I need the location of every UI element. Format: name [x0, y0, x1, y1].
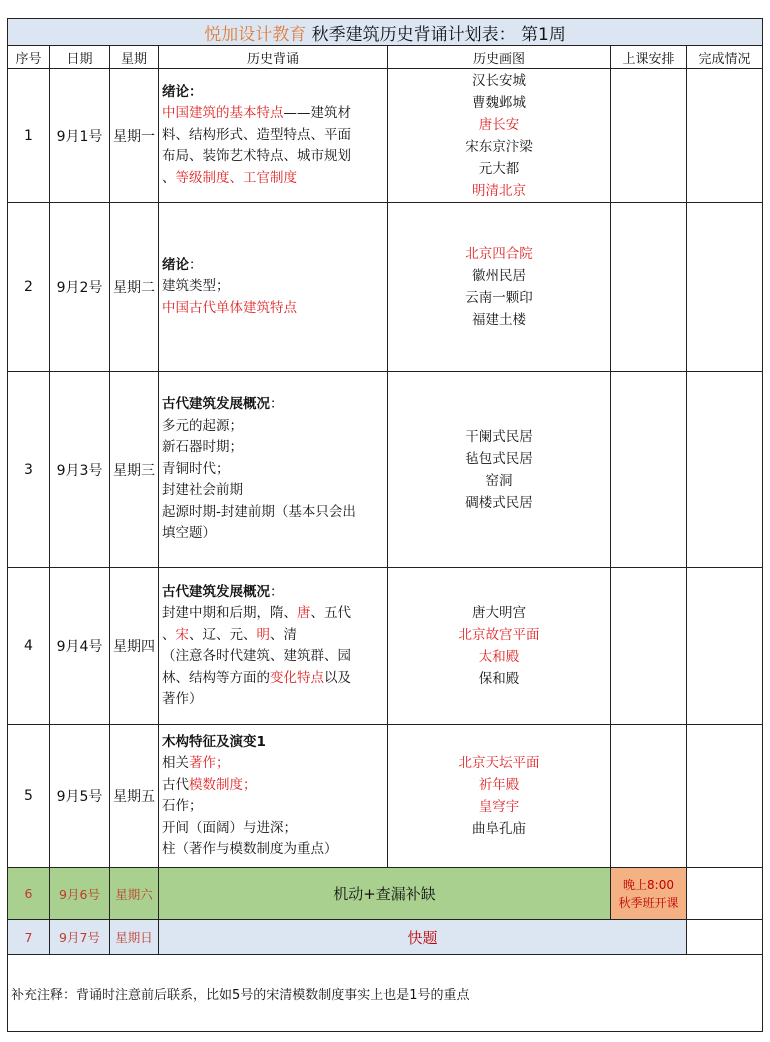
class-cell [611, 725, 687, 868]
row-num: 6 [8, 868, 50, 920]
history-text: 相关 [162, 755, 189, 771]
row-day: 星期四 [110, 568, 159, 725]
row-day: 星期二 [110, 203, 159, 372]
drawing-item: 福建土楼 [472, 312, 526, 328]
title-main: 秋季建筑历史背诵计划表： 第1周 [306, 24, 566, 45]
highlight-text: 等级制度、工官制度 [175, 169, 297, 186]
highlight-text: 中国建筑的基本特点 [162, 105, 284, 122]
history-text: 开间（面阔）与进深； [162, 819, 297, 836]
status-cell [687, 568, 763, 725]
drawing-item: 北京四合院 [465, 246, 533, 262]
history-cell [159, 725, 388, 868]
title-brand: 悦加设计教育 [204, 24, 307, 45]
status-cell [687, 725, 763, 868]
history-text: 封建中期和后期，隋、 [162, 605, 297, 621]
history-text: ： [270, 396, 284, 413]
history-text: 多元的起源； [162, 417, 243, 434]
history-cell [159, 372, 388, 568]
history-text: 、五代 [310, 605, 351, 621]
row-num: 5 [8, 725, 50, 868]
section-heading: 古代建筑发展概况 [162, 583, 270, 600]
highlight-text: 中国古代单体建筑特点 [162, 299, 297, 316]
history-line [162, 276, 384, 298]
history-line [162, 818, 384, 840]
history-text: 、清 [270, 626, 297, 643]
class-cell [611, 69, 687, 203]
class-cell [611, 372, 687, 568]
drawing-cell [388, 69, 611, 203]
drawing-item: 毡包式民居 [465, 450, 533, 467]
history-text: 布局、装饰艺术特点、城市规划 [162, 148, 351, 165]
history-text: 料、结构形式、造型特点、平面 [162, 126, 351, 143]
history-line [162, 603, 384, 625]
history-line [162, 168, 384, 190]
class-cell [611, 568, 687, 725]
row-date: 9月7号 [50, 920, 110, 955]
drawing-item: 北京故宫平面 [458, 627, 540, 643]
drawing-item: 干阑式民居 [465, 428, 533, 445]
table-row-flex-day [8, 868, 763, 920]
drawing-item: 窑洞 [485, 472, 513, 489]
section-heading: 木构特征及演变1 [162, 733, 266, 750]
study-plan-table [7, 18, 763, 1032]
status-cell [687, 868, 763, 920]
status-cell [687, 69, 763, 203]
drawing-item: 汉长安城 [472, 72, 526, 89]
row-date: 9月2号 [50, 203, 110, 372]
table-row-sketch-day [8, 920, 763, 955]
history-cell [159, 203, 388, 372]
row-day: 星期六 [110, 868, 159, 920]
drawing-item: 祈年殿 [478, 777, 520, 793]
history-line [162, 668, 384, 690]
row-day: 星期日 [110, 920, 159, 955]
drawing-item: 曹魏邺城 [472, 94, 526, 111]
drawing-item: 唐长安 [478, 116, 520, 133]
row-date: 9月1号 [50, 69, 110, 203]
history-text: 填空题） [162, 525, 216, 542]
history-text: ： [270, 583, 284, 600]
history-line [162, 437, 384, 459]
row-date: 9月6号 [50, 868, 110, 920]
highlight-text: 变化特点 [270, 669, 324, 686]
history-line [162, 582, 384, 604]
drawing-cell [388, 568, 611, 725]
table-title [8, 19, 763, 46]
history-text: ——建筑材 [283, 105, 351, 122]
status-cell [687, 920, 763, 955]
header-cell-num: 序号 [8, 46, 50, 69]
history-line [162, 480, 384, 502]
header-cell-day: 星期 [110, 46, 159, 69]
drawing-item: 明清北京 [472, 182, 526, 199]
history-text: 、辽、元、 [189, 626, 257, 643]
history-line [162, 646, 384, 668]
history-line [162, 689, 384, 711]
history-line [162, 255, 384, 277]
footnote: 补充注释：背诵时注意前后联系，比如5号的宋清模数制度事实上也是1号的重点 [8, 955, 763, 1032]
class-schedule-cell [611, 868, 687, 920]
history-text: 石作； [162, 798, 203, 814]
history-text: 柱（著作与模数制度为重点） [162, 841, 338, 857]
history-line [162, 839, 384, 861]
drawing-item: 云南一颗印 [465, 290, 533, 306]
history-line [162, 732, 384, 754]
history-text: 青铜时代； [162, 460, 230, 477]
header-cell-history: 历史背诵 [159, 46, 388, 69]
history-line [162, 103, 384, 125]
drawing-cell [388, 372, 611, 568]
highlight-text: 宋 [175, 626, 189, 643]
drawing-item: 徽州民居 [472, 268, 526, 284]
table-row [8, 568, 763, 725]
history-text: 、 [162, 169, 176, 186]
class-start: 秋季班开课 [618, 895, 679, 910]
header-cell-status: 完成情况 [687, 46, 763, 69]
row-num: 2 [8, 203, 50, 372]
status-cell [687, 372, 763, 568]
section-heading: 绪论： [162, 83, 203, 100]
drawing-item: 太和殿 [478, 649, 520, 665]
drawing-cell [388, 203, 611, 372]
table-row [8, 203, 763, 372]
drawing-item: 唐大明宫 [472, 605, 526, 621]
history-line [162, 298, 384, 320]
history-line [162, 523, 384, 545]
header-cell-date: 日期 [50, 46, 110, 69]
highlight-text: 唐 [297, 605, 311, 621]
history-cell [159, 69, 388, 203]
history-text: 著作） [162, 691, 203, 707]
drawing-cell [388, 725, 611, 868]
history-line [162, 125, 384, 147]
history-text: 起源时期-封建前期（基本只会出 [162, 503, 356, 520]
row-num: 3 [8, 372, 50, 568]
header-cell-drawing: 历史画图 [388, 46, 611, 69]
history-line [162, 625, 384, 647]
row-num: 4 [8, 568, 50, 725]
note-row [8, 955, 763, 1032]
history-line [162, 753, 384, 775]
history-line [162, 775, 384, 797]
history-text: 古代 [162, 776, 189, 793]
history-line [162, 82, 384, 104]
drawing-item: 皇穹宇 [478, 799, 520, 815]
table-row [8, 725, 763, 868]
drawing-item: 保和殿 [478, 671, 520, 687]
history-line [162, 502, 384, 524]
table-row [8, 372, 763, 568]
header-row [8, 46, 763, 69]
merged-task-cell: 快题 [159, 920, 687, 955]
header-cell-class: 上课安排 [611, 46, 687, 69]
merged-task-cell: 机动+查漏补缺 [159, 868, 611, 920]
highlight-text: 著作； [189, 755, 230, 771]
section-heading: 古代建筑发展概况 [162, 396, 270, 413]
history-text: ： [189, 256, 203, 273]
row-num: 7 [8, 920, 50, 955]
drawing-item: 元大都 [478, 160, 520, 177]
drawing-item: 曲阜孔庙 [472, 821, 526, 837]
row-day: 星期一 [110, 69, 159, 203]
section-heading: 绪论 [162, 256, 189, 273]
history-cell [159, 568, 388, 725]
history-text: 林、结构等方面的 [162, 669, 270, 686]
class-time: 晚上8:00 [623, 877, 674, 892]
row-day: 星期三 [110, 372, 159, 568]
table-row [8, 69, 763, 203]
history-line [162, 394, 384, 416]
history-text: （注意各时代建筑、建筑群、园 [162, 648, 351, 664]
history-line [162, 416, 384, 438]
drawing-item: 碉楼式民居 [465, 494, 533, 511]
drawing-item: 北京天坛平面 [458, 755, 540, 771]
drawing-item: 宋东京汴梁 [465, 138, 533, 155]
history-text: 封建社会前期 [162, 482, 243, 499]
history-text: 建筑类型； [162, 278, 230, 295]
history-line [162, 459, 384, 481]
highlight-text: 明 [256, 626, 270, 643]
row-date: 9月3号 [50, 372, 110, 568]
history-text: 新石器时期； [162, 439, 243, 456]
highlight-text: 模数制度； [189, 776, 257, 793]
history-text: 、 [162, 626, 176, 643]
row-date: 9月4号 [50, 568, 110, 725]
class-cell [611, 203, 687, 372]
history-line [162, 146, 384, 168]
row-num: 1 [8, 69, 50, 203]
row-day: 星期五 [110, 725, 159, 868]
row-date: 9月5号 [50, 725, 110, 868]
status-cell [687, 203, 763, 372]
history-text: 以及 [324, 669, 351, 686]
history-line [162, 796, 384, 818]
